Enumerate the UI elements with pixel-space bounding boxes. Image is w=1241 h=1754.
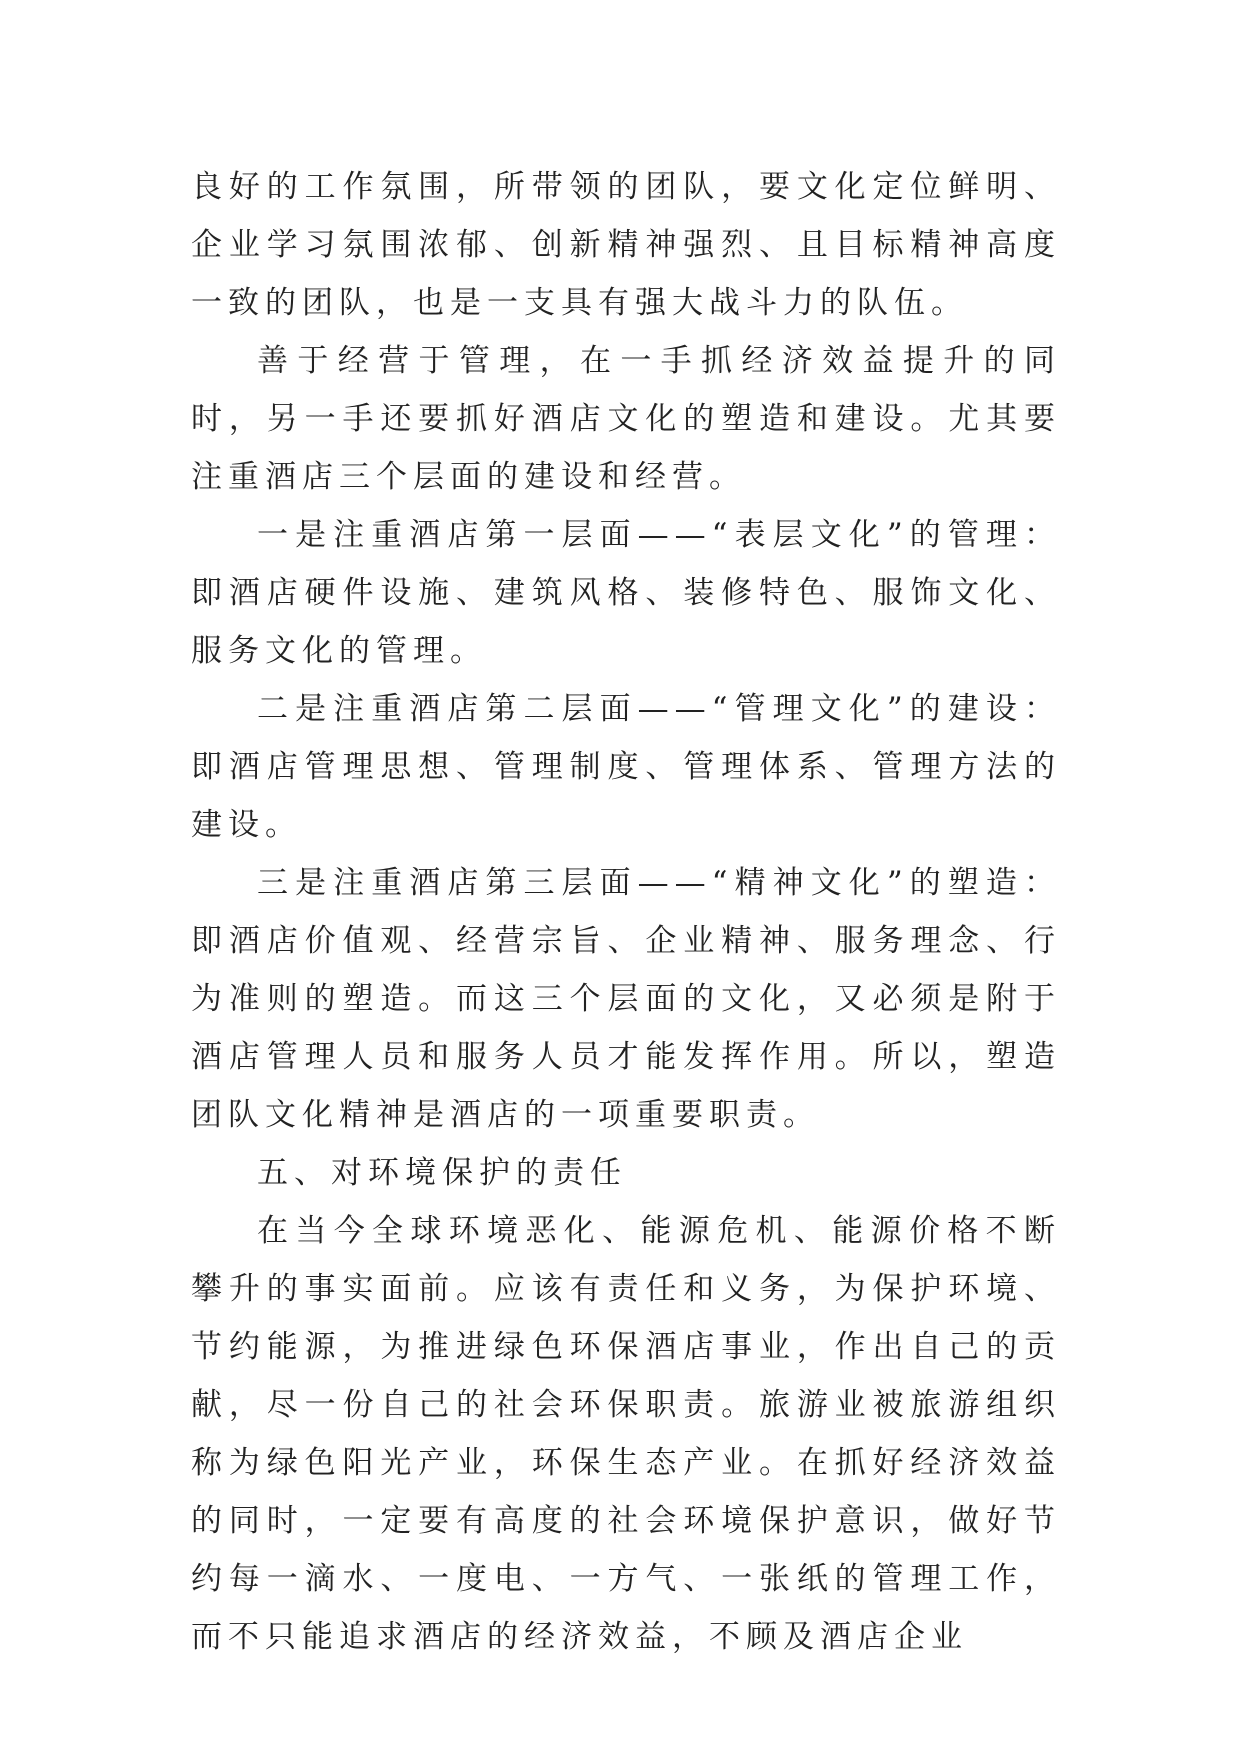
section-heading-environment: 五、对环境保护的责任 [257,1155,627,1191]
paragraph-management-layer: 二是注重酒店第二层面——“管理文化”的建设：即酒店管理思想、管理制度、管理体系、管理方法的建设。 [191,691,1061,843]
paragraph-spiritual-culture: 三是注重酒店第三层面——“精神文化”的塑造：即酒店价值观、经营宗旨、企业精神、服务理念、行为准则的塑造。而这三个层面的文化，又必须是附于酒店管理人员和服务人员才能发挥作用。所以，塑造团队文化精神是酒店的一项重要职责。 [191,865,1061,1133]
document-body [191,158,1061,1666]
paragraph-management-culture: 善于经营于管理，在一手抓经济效益提升的同时，另一手还要抓好酒店文化的塑造和建设。尤其要注重酒店三个层面的建设和经营。 [191,343,1061,495]
paragraph-surface-culture: 一是注重酒店第一层面——“表层文化”的管理：即酒店硬件设施、建筑风格、装修特色、服饰文化、服务文化的管理。 [191,517,1061,669]
paragraph-environment-responsibility: 在当今全球环境恶化、能源危机、能源价格不断攀升的事实面前。应该有责任和义务，为保护环境、节约能源，为推进绿色环保酒店事业，作出自己的贡献，尽一份自己的社会环保职责。旅游业被旅游组织称为绿色阳光产业，环保生态产业。在抓好经济效益的同时，一定要有高度的社会环境保护意识，做好节约每一滴水、一度电、一方气、一张纸的管理工作，而不只能追求酒店的经济效益，不顾及酒店企业 [191,1213,1061,1655]
paragraph-team-atmosphere: 良好的工作氛围，所带领的团队，要文化定位鲜明、企业学习氛围浓郁、创新精神强烈、且目标精神高度一致的团队，也是一支具有强大战斗力的队伍。 [191,169,1061,321]
